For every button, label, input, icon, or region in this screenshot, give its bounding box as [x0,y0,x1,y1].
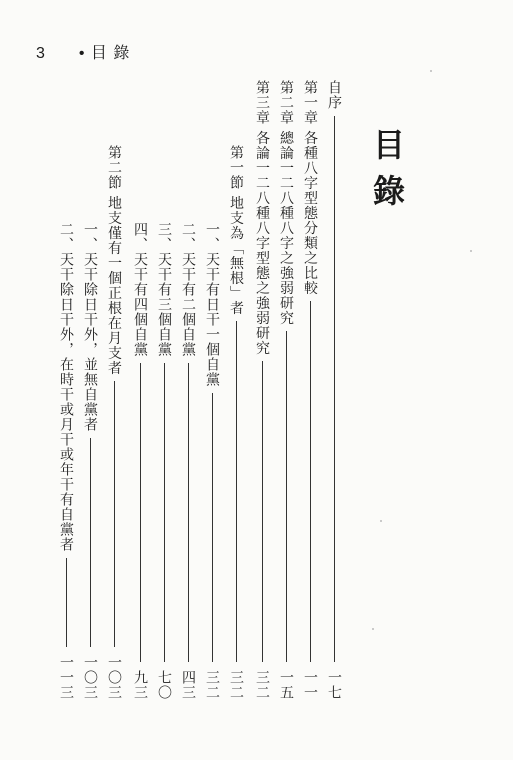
toc-entry-section-1[interactable] [226,145,246,700]
entry-text: 二、天干除日干外，在時干或月干或年干有自黨者 [58,222,74,552]
dot-leader [90,438,91,647]
entry-text: 第一節 地支為「無根」者 [228,145,244,316]
dot-leader [188,363,189,662]
entry-page: 一一 [302,670,318,700]
entry-text: 第二節 地支僅有一個正根在月支者 [106,145,122,376]
dot-leader [212,393,213,662]
entry-page: 三二 [204,670,220,700]
header-bullet: • [78,45,86,62]
entry-text: 四、天干有四個自黨 [132,222,148,357]
entry-page: 九三 [132,670,148,700]
entry-page: 一〇三 [82,655,98,700]
entry-page: 七〇 [156,670,172,700]
entry-page: 四三 [180,670,196,700]
entry-page: 三二 [228,670,244,700]
entry-text: 第三章 各論一二八種八字型態之強弱研究 [254,80,270,356]
entry-page: 一七 [326,670,342,700]
entry-text: 三、天干有三個自黨 [156,222,172,357]
toc-entry-chapter-3[interactable] [252,80,272,700]
scan-speck [380,520,382,522]
scan-speck [430,70,432,72]
dot-leader [334,116,335,662]
toc-entry-item[interactable] [56,222,76,700]
toc-entry-item[interactable] [202,222,222,700]
entry-text: 二、天干有二個自黨 [180,222,196,357]
entry-text: 自序 [326,80,342,110]
entry-text: 一、天干除日干外，並無自黨者 [82,222,98,432]
entry-text: 第一章 各種八字型態分類之比較 [302,80,318,296]
dot-leader [236,321,237,662]
toc-entry-item[interactable] [80,222,100,700]
entry-page: 一一三 [58,655,74,700]
toc-entry-item[interactable] [154,222,174,700]
dot-leader [114,381,115,647]
toc-title: 目錄 [368,128,406,220]
toc-entry-item[interactable] [178,222,198,700]
entry-page: 一五 [278,670,294,700]
toc-entry-chapter-1[interactable] [300,80,320,700]
entry-text: 一、天干有日干一個自黨 [204,222,220,387]
toc-entry-chapter-2[interactable] [276,80,296,700]
page-number: 3 [36,45,46,62]
entry-page: 一〇三 [106,655,122,700]
dot-leader [286,331,287,662]
toc-entry-section-2[interactable] [104,145,124,700]
running-header [36,40,130,63]
toc-entry-preface[interactable] [324,80,344,700]
dot-leader [164,363,165,662]
header-title: 目 錄 [90,45,131,62]
toc-entry-item[interactable] [130,222,150,700]
entry-page: 三二 [254,670,270,700]
scan-speck [470,250,472,252]
dot-leader [140,363,141,662]
dot-leader [310,301,311,662]
dot-leader [66,558,67,647]
entry-text: 第二章 總論一二八種八字之強弱研究 [278,80,294,326]
dot-leader [262,361,263,662]
scan-speck [372,628,374,630]
